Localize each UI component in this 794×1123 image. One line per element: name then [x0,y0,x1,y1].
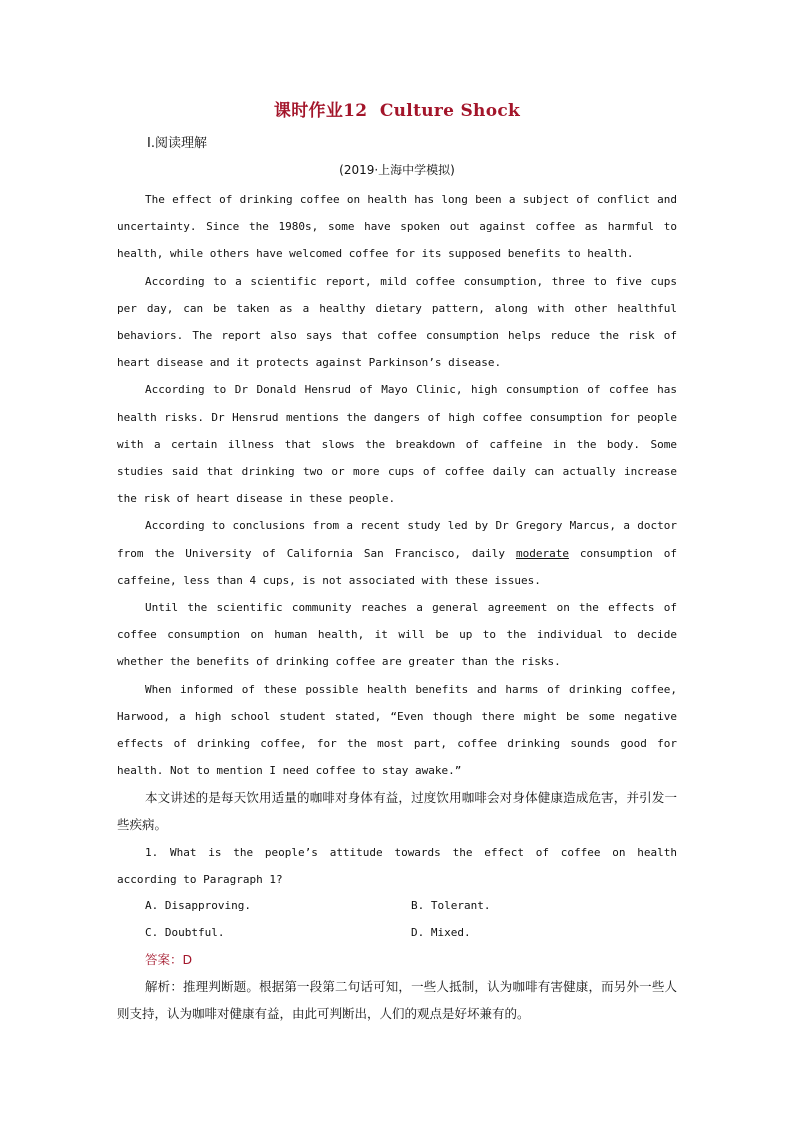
section-heading: Ⅰ.阅读理解 [147,136,207,151]
underlined-word: moderate [515,546,569,560]
option-c: C. Doubtful. [145,926,225,939]
paragraph-5: Until the scientific community reaches a general agreement on the effects of coffee consumption on human health, it will be up to the individual to decide whether the benefits of drinking coffee are greater than the risks. [117,601,677,669]
paragraph-1: The effect of drinking coffee on health has long been a subject of conflict and uncertainty. Since the 1980s, some have spoken out against coffee as harmful to health, while others have welcomed coffee for its supposed benefits to health. [117,193,677,261]
paragraph-3: According to Dr Donald Hensrud of Mayo Clinic, high consumption of coffee has health risks. Dr Hensrud mentions the dangers of high coffee consumption for people with a certain illness that slows the breakdown of caffeine in the body. Some studies said that drinking two or more cups of coffee daily can actually increase the risk of heart disease in these people. [117,383,677,506]
option-a: A. Disapproving. [145,899,251,912]
options-row-1 [145,892,677,919]
passage-summary: 本文讲述的是每天饮用适量的咖啡对身体有益，过度饮用咖啡会对身体健康造成危害，并引发一些疾病。 [117,790,677,833]
question-1: 1. What is the people’s attitude towards the effect of coffee on health according to Paragraph 1? [117,846,677,886]
paragraph-2: According to a scientific report, mild coffee consumption, three to five cups per day, can be taken as a healthy dietary pattern, along with other healthful behaviors. The report also says that coffee consumption helps reduce the risk of heart disease and it protects against Parkinson’s disease. [117,274,677,370]
answer-analysis: 解析：推理判断题。根据第一段第二句话可知，一些人抵制，认为咖啡有害健康，而另外一些人则支持，认为咖啡对健康有益，由此可判断出，人们的观点是好坏兼有的。 [117,979,677,1021]
options-row-2 [145,919,677,946]
paragraph-6: When informed of these possible health benefits and harms of drinking coffee, Harwood, a high school student stated, “Even though there might be some negative effects of drinking coffee, for the most part, coffee drinking sounds good for health. Not to mention I need coffee to stay awake.” [117,682,677,778]
reading-passage [117,186,677,838]
paragraph-4-part-2: consumption of caffeine, less than 4 cups, is not associated with these issues. [117,546,677,587]
answer-options [145,892,677,946]
option-b: B. Tolerant. [411,899,491,912]
option-d: D. Mixed. [411,926,471,939]
page-title: 课时作业12 Culture Shock [273,101,521,121]
paragraph-4 [117,512,677,594]
answer-key: 答案：D [145,952,193,967]
passage-source: (2019·上海中学模拟) [339,163,455,177]
paragraph-4-part-1: According to conclusions from a recent study led by Dr Gregory Marcus, a doctor from the University of California San Francisco, daily [117,519,677,560]
